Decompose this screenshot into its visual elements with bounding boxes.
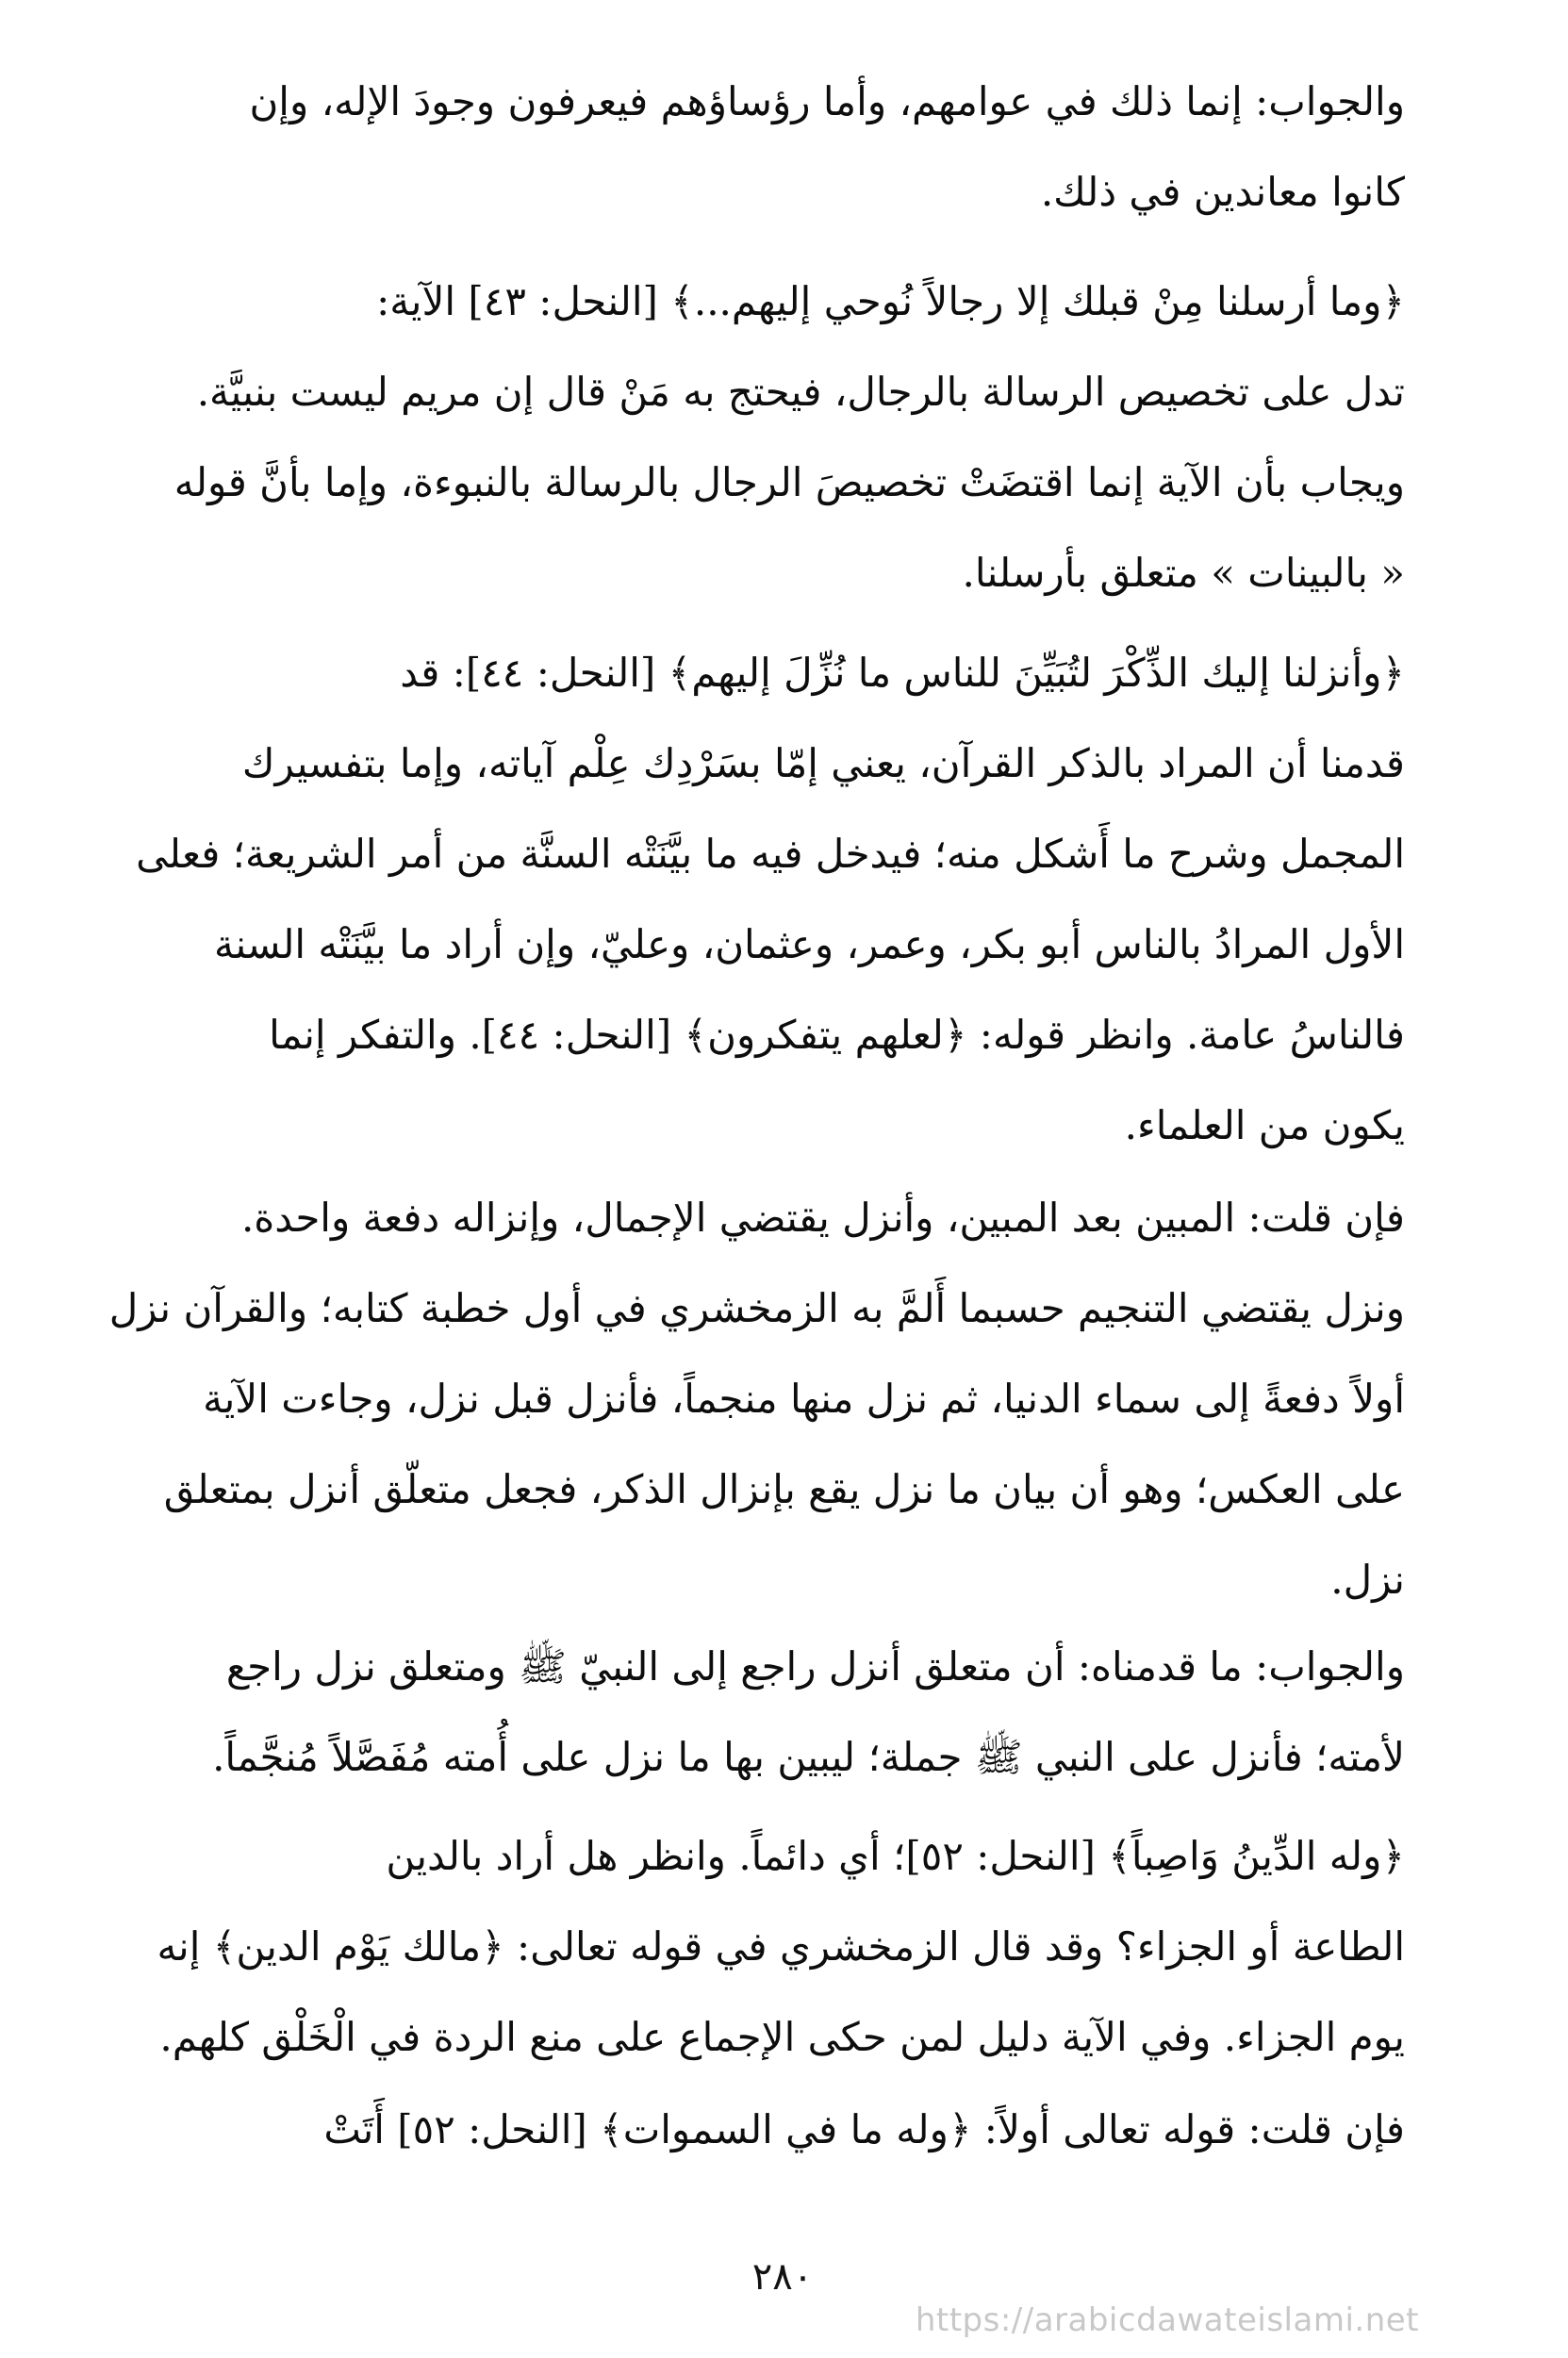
text-line: الطاعة أو الجزاء؟ وقد قال الزمخشري في قوله تعالى: ﴿مالك يَوْم الدين﴾ إنه (157, 1923, 1405, 1970)
paragraph-1 (98, 57, 1405, 238)
paragraph-4 (98, 1173, 1405, 1625)
text-line: فالناسُ عامة. وانظر قوله: ﴿لعلهم يتفكرون﴾ [النحل: ٤٤]. والتفكر إنما (269, 1012, 1405, 1058)
text-line: « بالبينات » متعلق بأرسلنا. (962, 550, 1405, 596)
text-line: قدمنا أن المراد بالذكر القرآن، يعني إمّا بسَرْدِك عِلْم آياته، وإما بتفسيرك (241, 740, 1405, 786)
text-line: والجواب: إنما ذلك في عوامهم، وأما رؤساؤهم فيعرفون وجودَ الإله، وإن (249, 78, 1405, 124)
text-line: ﴿وأنزلنا إليك الذِّكْرَ لتُبَيِّنَ للناس ما نُزِّلَ إليهم﴾ [النحل: ٤٤]: قد (400, 650, 1405, 696)
text-line: والجواب: ما قدمناه: أن متعلق أنزل راجع إلى النبيّ ﷺ ومتعلق نزل راجع (225, 1643, 1405, 1690)
paragraph-5 (98, 1622, 1405, 1803)
text-line: ويجاب بأن الآية إنما اقتضَتْ تخصيصَ الرجال بالرسالة بالنبوءة، وإما بأنَّ قوله (173, 459, 1405, 505)
text-line: فإن قلت: المبين بعد المبين، وأنزل يقتضي الإجمال، وإنزاله دفعة واحدة. (240, 1195, 1405, 1241)
paragraph-6 (98, 1811, 1405, 2083)
paragraph-7 (98, 2085, 1405, 2175)
text-line: فإن قلت: قوله تعالى أولاً: ﴿وله ما في السموات﴾ [النحل: ٥٢] أَتَتْ (323, 2106, 1405, 2152)
text-line: يكون من العلماء. (1124, 1102, 1405, 1148)
text-line: المجمل وشرح ما أَشكل منه؛ فيدخل فيه ما بيَّنَتْه السنَّة من أمر الشريعة؛ فعلى (136, 831, 1405, 877)
watermark-url: https://arabicdawateislami.net (915, 2301, 1419, 2339)
text-line: يوم الجزاء. وفي الآية دليل لمن حكى الإجماع على منع الردة في الْخَلْق كلهم. (159, 2014, 1405, 2060)
text-line: ﴿وما أرسلنا مِنْ قبلك إلا رجالاً نُوحي إليهم...﴾ [النحل: ٤٣] الآية: (376, 278, 1405, 324)
text-line: تدل على تخصيص الرسالة بالرجال، فيحتج به مَنْ قال إن مريم ليست بنبيَّة. (196, 369, 1405, 415)
text-line: ﴿وله الدِّينُ وَاصِباً﴾ [النحل: ٥٢]؛ أي دائماً. وانظر هل أراد بالدين (386, 1833, 1405, 1879)
paragraph-3 (98, 628, 1405, 1171)
text-line: نزل. (1330, 1557, 1405, 1603)
paragraph-2 (98, 256, 1405, 618)
text-line: أولاً دفعةً إلى سماء الدنيا، ثم نزل منها منجماً، فأنزل قبل نزل، وجاءت الآية (203, 1376, 1405, 1422)
text-line: ونزل يقتضي التنجيم حسبما أَلمَّ به الزمخشري في أول خطبة كتابه؛ والقرآن نزل (108, 1285, 1405, 1331)
page-number: ٢٨٠ (751, 2255, 814, 2299)
text-line: لأمته؛ فأنزل على النبي ﷺ جملة؛ ليبين بها ما نزل على أُمته مُفَصَّلاً مُنجَّماً. (212, 1734, 1405, 1780)
text-line: على العكس؛ وهو أن بيان ما نزل يقع بإنزال الذكر، فجعل متعلّق أنزل بمتعلق (163, 1466, 1405, 1512)
text-line: كانوا معاندين في ذلك. (1040, 169, 1405, 215)
text-line: الأول المرادُ بالناس أبو بكر، وعمر، وعثمان، وعليّ، وإن أراد ما بيَّنَتْه السنة (213, 921, 1405, 967)
